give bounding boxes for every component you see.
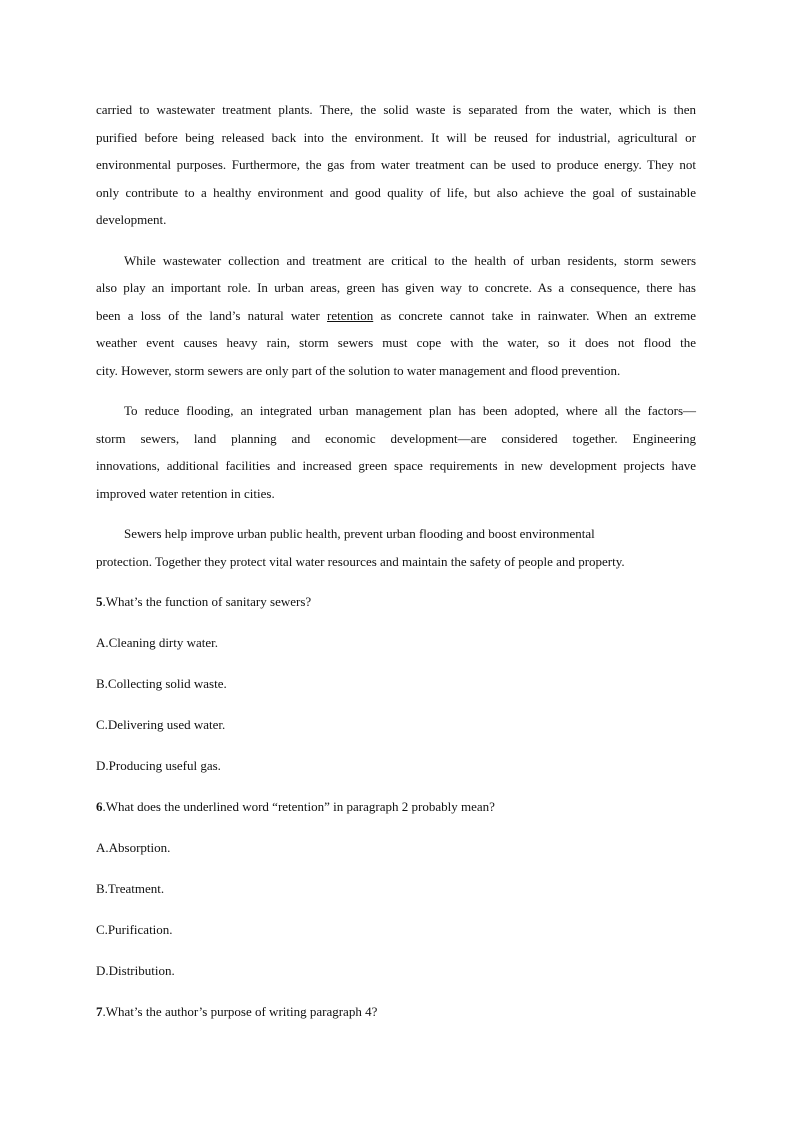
document-page [96,96,696,1039]
option-c: C.Purification. [96,922,173,937]
paragraph-line: innovations, additional facilities and increased green space requirements in new development projects have [96,458,696,473]
paragraph-line: protection. Together they protect vital water resources and maintain the safety of people and property. [96,553,625,569]
paragraph-line: environmental purposes. Furthermore, the gas from water treatment can be used to produce energy. They not [96,157,696,172]
question-number: 5 [96,594,103,609]
question-text: .What does the underlined word “retention” in paragraph 2 probably mean? [102,799,495,814]
option-a: A.Absorption. [96,840,171,855]
line-text: as concrete cannot take in rainwater. When an extreme [373,307,697,323]
paragraph-line: city. However, storm sewers are only part of the solution to water management and flood prevention. [96,362,621,378]
question-5 [96,588,696,616]
option-d: D.Distribution. [96,963,175,978]
paragraph-3 [96,397,696,507]
paragraph-line: purified before being released back into the environment. It will be reused for industrial, agricultural or [96,129,696,145]
paragraph-2 [96,247,696,385]
paragraph-line: development. [96,212,167,227]
option-c: C.Delivering used water. [96,717,226,732]
paragraph-4 [96,520,696,575]
option-d: D.Producing useful gas. [96,758,221,773]
underlined-word-retention: retention [327,307,374,323]
option-b: B.Collecting solid waste. [96,676,227,691]
paragraph-line: also play an important role. In urban areas, green has given way to concrete. As a consequence, there has [96,280,696,295]
paragraph-line: only contribute to a healthy environment and good quality of life, but also achieve the goal of sustainable [96,184,696,200]
paragraph-line: While wastewater collection and treatment are critical to the health of urban residents, storm sewers [124,252,696,268]
question-text: .What’s the author’s purpose of writing paragraph 4? [102,1004,378,1019]
question-text: .What’s the function of sanitary sewers? [102,594,312,609]
question-7 [96,998,696,1026]
paragraph-line [96,302,696,330]
option-b: B.Treatment. [96,881,165,896]
paragraph-line: To reduce flooding, an integrated urban management plan has been adopted, where all the factors— [124,403,696,418]
line-text: been a loss of the land’s natural water [96,307,328,323]
question-number: 7 [96,1004,103,1019]
paragraph-line: weather event causes heavy rain, storm sewers must cope with the water, so it does not flood the [96,335,696,350]
question-6 [96,793,696,821]
paragraph-line: Sewers help improve urban public health, prevent urban flooding and boost environmental [124,526,595,541]
option-a: A.Cleaning dirty water. [96,635,219,650]
paragraph-line: improved water retention in cities. [96,485,275,501]
paragraph-line: storm sewers, land planning and economic development—are considered together. Engineering [96,430,696,446]
paragraph-line: carried to wastewater treatment plants. There, the solid waste is separated from the water, which is then [96,102,696,117]
paragraph-1 [96,96,696,234]
question-number: 6 [96,799,103,814]
